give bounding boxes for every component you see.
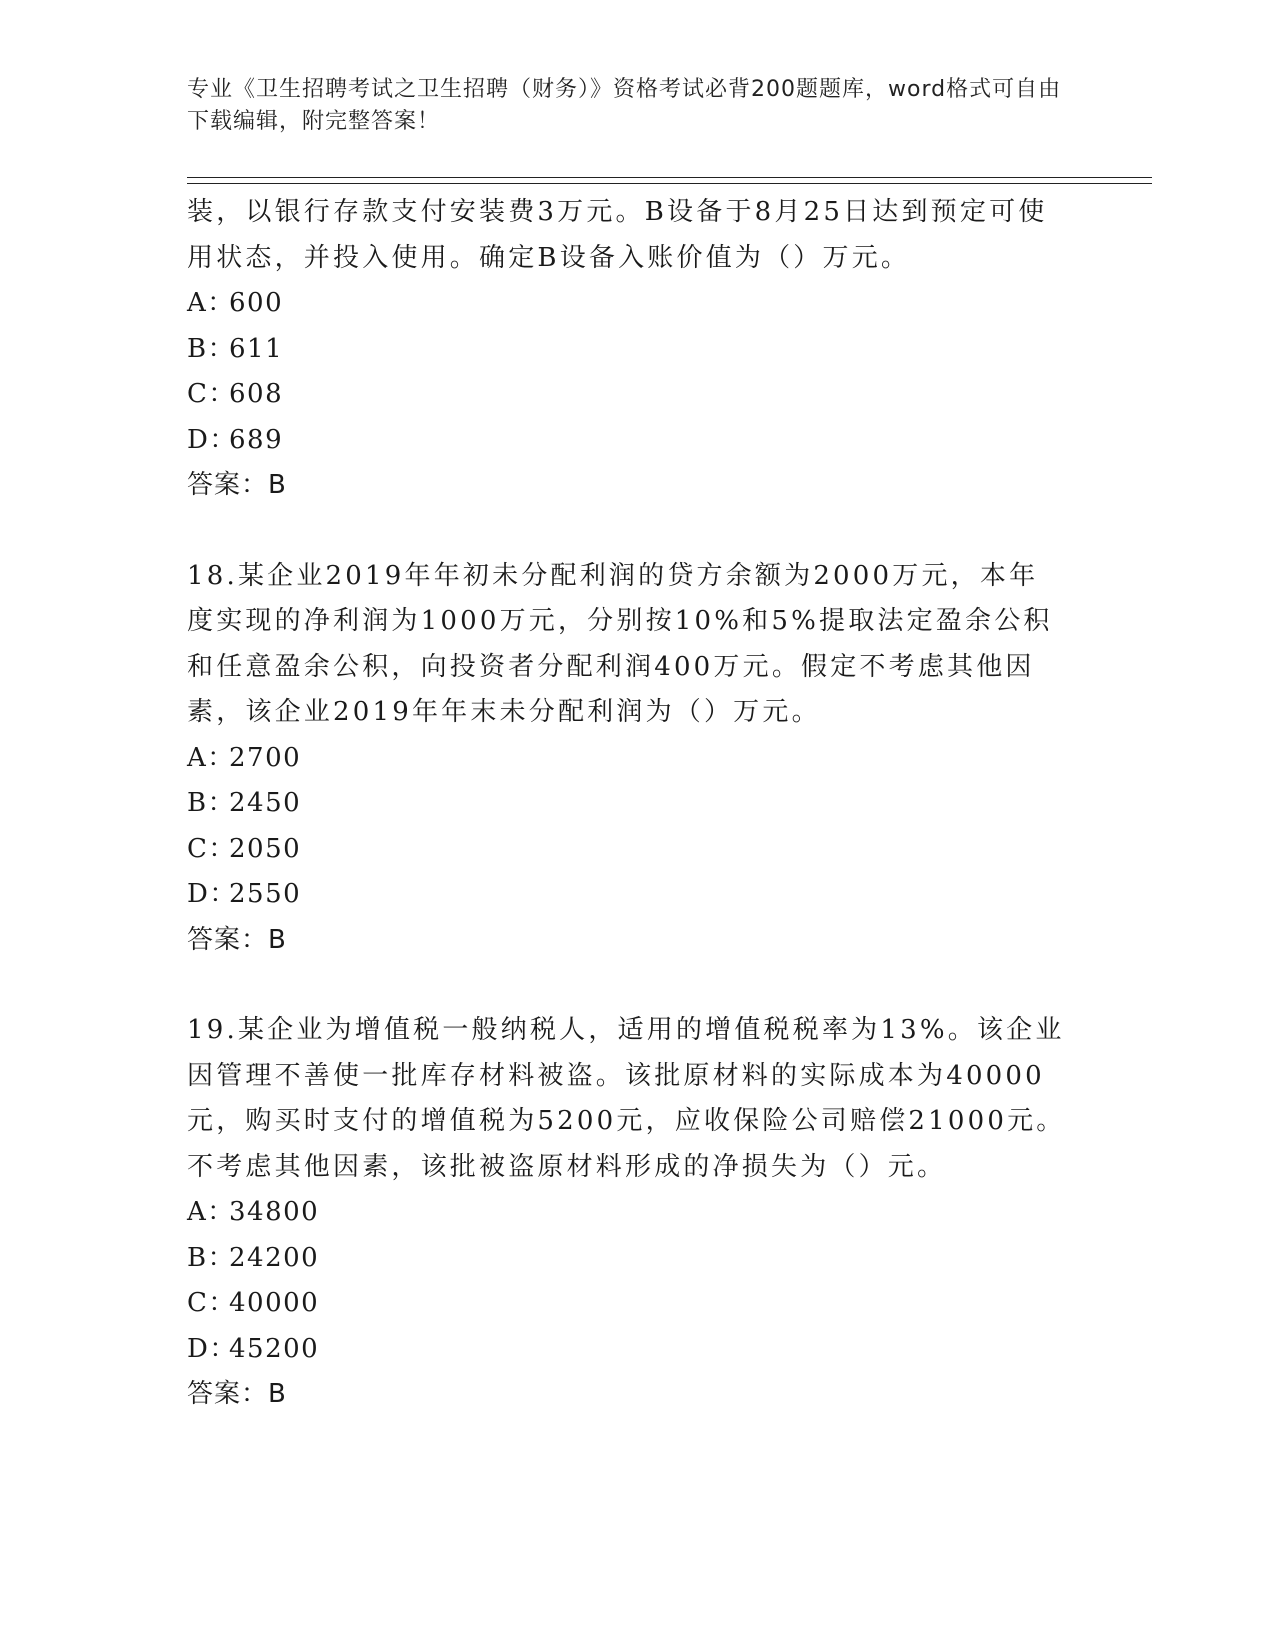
option-b: B：611 [187, 333, 284, 364]
option-d: D：689 [187, 424, 284, 455]
option-c: C：40000 [187, 1288, 320, 1318]
question-list [187, 190, 1067, 1418]
option-b: B：24200 [187, 1242, 320, 1273]
option-b: B：2450 [187, 788, 302, 818]
option-c: C：2050 [187, 833, 302, 864]
question-item [187, 190, 1067, 509]
question-text: 装，以银行存款支付安装费3万元。B设备于8月25日达到预定可使用状态，并投入使用。确定B设备入账价值为（）万元。 [187, 197, 1048, 273]
question-text: 19.某企业为增值税一般纳税人，适用的增值税税率为13%。该企业因管理不善使一批库存材料被盗。该批原材料的实际成本为40000元，购买时支付的增值税为5200元，应收保险公司赔偿21000元。不考虑其他因素，该批被盗原材料形成的净损失为（）元。 [187, 1015, 1066, 1182]
option-a: A：34800 [187, 1197, 320, 1227]
question-text: 18.某企业2019年年初未分配利润的贷方余额为2000万元，本年度实现的净利润为1000万元，分别按10%和5%提取法定盈余公积和任意盈余公积，向投资者分配利润400万元。假定不考虑其他因素，该企业2019年年末未分配利润为（）万元。 [187, 560, 1053, 727]
option-a: A：2700 [187, 742, 302, 773]
question-item [187, 1008, 1067, 1418]
header-title: 专业《卫生招聘考试之卫生招聘（财务）》资格考试必背200题题库，word格式可自由下载编辑，附完整答案！ [187, 77, 1062, 134]
option-d: D：45200 [187, 1333, 320, 1364]
option-c: C：608 [187, 379, 284, 409]
question-item [187, 554, 1067, 964]
option-d: D：2550 [187, 879, 302, 909]
document-header [187, 74, 1067, 138]
answer-line: 答案：B [187, 1379, 287, 1409]
option-a: A：600 [187, 288, 284, 318]
header-divider-top [187, 177, 1152, 178]
header-divider-bottom [187, 183, 1152, 184]
answer-line: 答案：B [187, 470, 287, 500]
answer-line: 答案：B [187, 924, 287, 955]
